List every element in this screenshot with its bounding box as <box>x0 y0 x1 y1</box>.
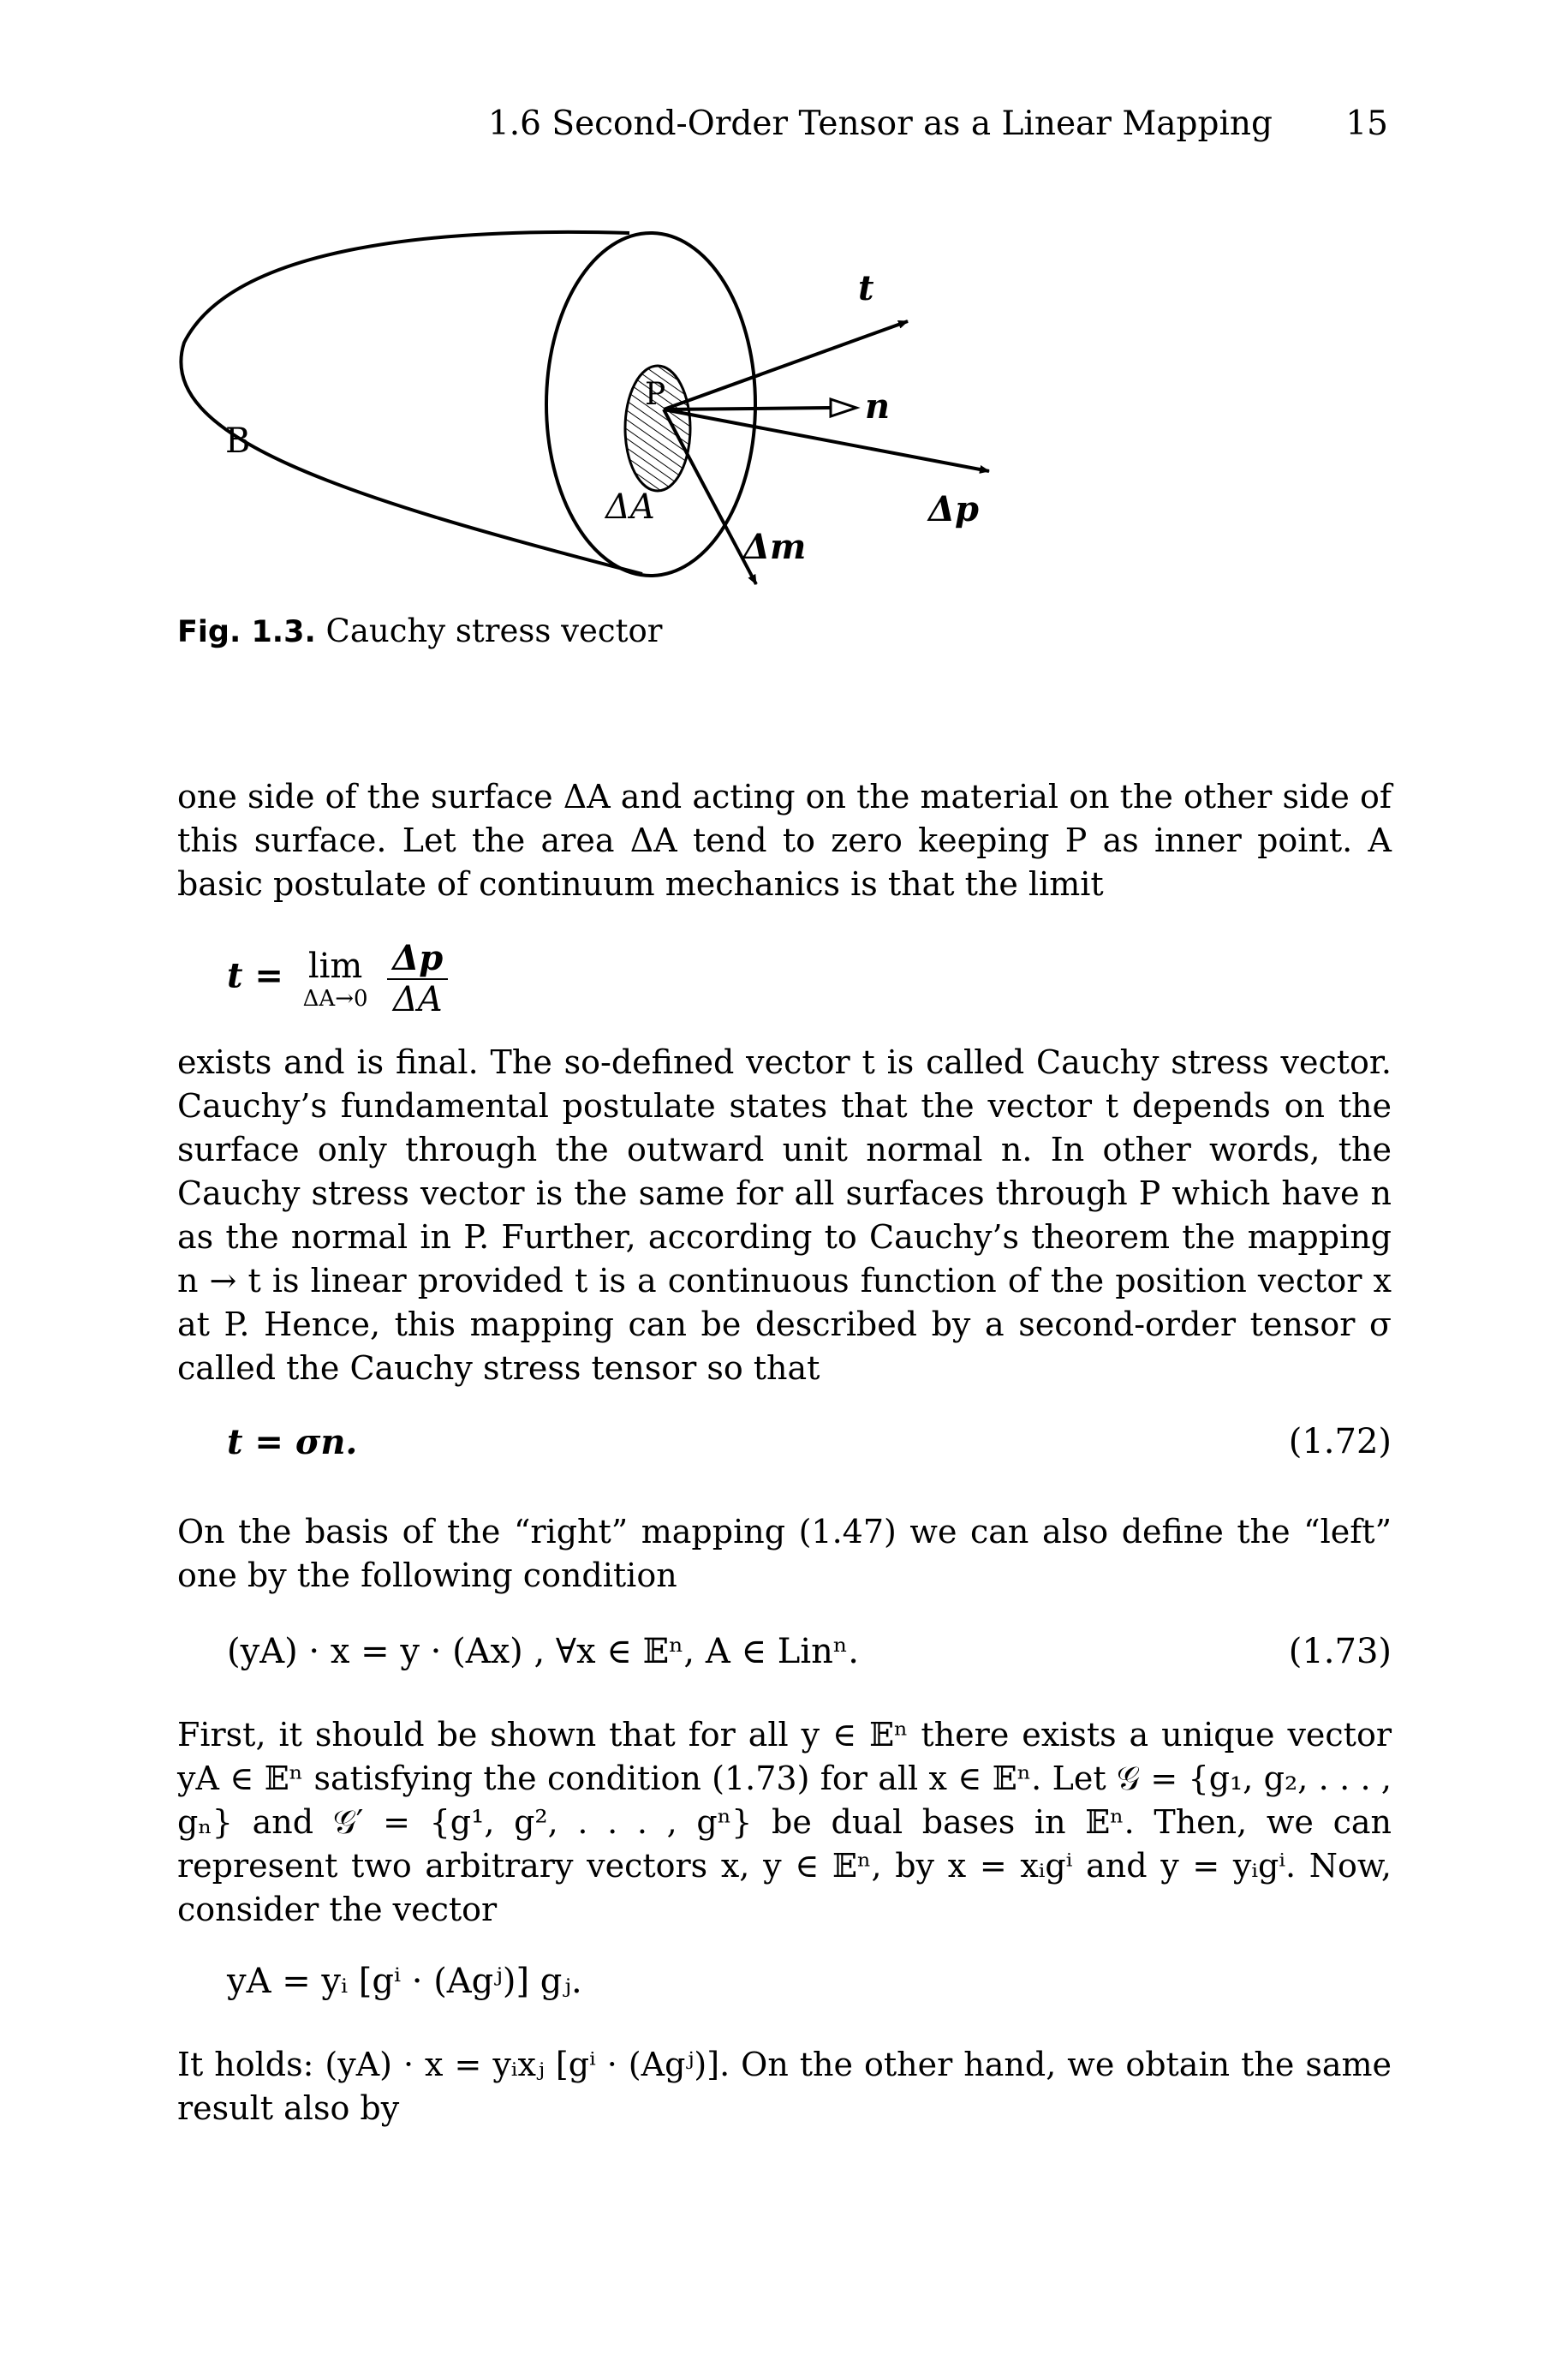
paragraph-2: exists and is final. The so-defined vector t is called Cauchy stress vector. Cauchy’s fundamental postulate states that the vector t depends on the surface only through the outward unit normal n. In other words, the Cauchy stress vector is the same for all surfaces through P which have n as the normal in P. Further, according to Cauchy’s theorem the mapping n → t is linear provided t is a continuous function of the position vector x at P. Hence, this mapping can be described by a second-order tensor σ called the Cauchy stress tensor so that <box>177 1043 1392 1387</box>
page-number: 15 <box>1345 105 1388 143</box>
label-normal: n <box>865 386 891 427</box>
eq-limit-denominator: ΔA <box>392 980 443 1019</box>
equation-number-1-73: (1.73) <box>1288 1632 1392 1671</box>
eq-limit-subscript: ΔA→0 <box>302 985 368 1012</box>
running-head <box>0 105 1568 147</box>
section-title: 1.6 Second-Order Tensor as a Linear Mapping <box>487 105 1273 143</box>
body-outline <box>181 232 642 574</box>
paragraph-5: It holds: (yA) · x = yᵢxⱼ [gⁱ · (Agʲ)]. On the other hand, we obtain the same result also by <box>177 2046 1392 2127</box>
normal-arrowhead <box>831 399 856 416</box>
eq-limit-lhs: t = <box>227 955 283 996</box>
eq-limit-operator <box>303 947 368 1012</box>
eq-limit-word: lim <box>307 946 363 986</box>
equation-number-1-72: (1.72) <box>1288 1422 1392 1461</box>
eq-limit-fraction <box>387 938 448 1019</box>
figure-caption-label: Fig. 1.3. <box>177 615 316 649</box>
label-area: ΔA <box>605 487 655 527</box>
equation-limit <box>227 938 448 1019</box>
moment-arrow <box>664 409 756 584</box>
figure-caption-text: Cauchy stress vector <box>325 612 663 649</box>
figure-caption <box>177 612 662 649</box>
equation-ya: yA = yᵢ [gⁱ · (Agʲ)] gⱼ. <box>227 1962 582 2001</box>
label-point: P <box>645 377 666 412</box>
equation-1-73: (yA) · x = y · (Ax) , ∀x ∈ 𝔼ⁿ, A ∈ Linⁿ. <box>227 1632 859 1671</box>
paragraph-3: On the basis of the “right” mapping (1.47) we can also define the “left” one by the following condition <box>177 1513 1392 1594</box>
cauchy-stress-diagram <box>171 214 1028 608</box>
figure-cauchy-stress <box>171 214 1028 608</box>
label-body: B <box>225 421 251 461</box>
paragraph-1: one side of the surface ΔA and acting on the material on the other side of this surface. Let the area ΔA tend to zero keeping P as inner point. A basic postulate of continuum mechanics is that the limit <box>177 778 1392 903</box>
label-traction: t <box>858 268 874 308</box>
eq-limit-numerator: Δp <box>387 938 448 980</box>
paragraph-4: First, it should be shown that for all y ∈ 𝔼ⁿ there exists a unique vector yA ∈ 𝔼ⁿ satisfying the condition (1.73) for all x ∈ 𝔼ⁿ. Let 𝒢 = {g₁, g₂, . . . , gₙ} and 𝒢′ = {g¹, g², . . . , gⁿ} be dual bases in 𝔼ⁿ. Then, we can represent two arbitrary vectors x, y ∈ 𝔼ⁿ, by x = xᵢgⁱ and y = yᵢgⁱ. Now, consider the vector <box>177 1716 1392 1928</box>
normal-arrow-shaft <box>664 408 831 409</box>
label-moment: Δm <box>743 527 807 567</box>
equation-1-72: t = σn. <box>227 1422 358 1462</box>
label-force: Δp <box>928 489 980 529</box>
force-arrow <box>664 409 989 471</box>
